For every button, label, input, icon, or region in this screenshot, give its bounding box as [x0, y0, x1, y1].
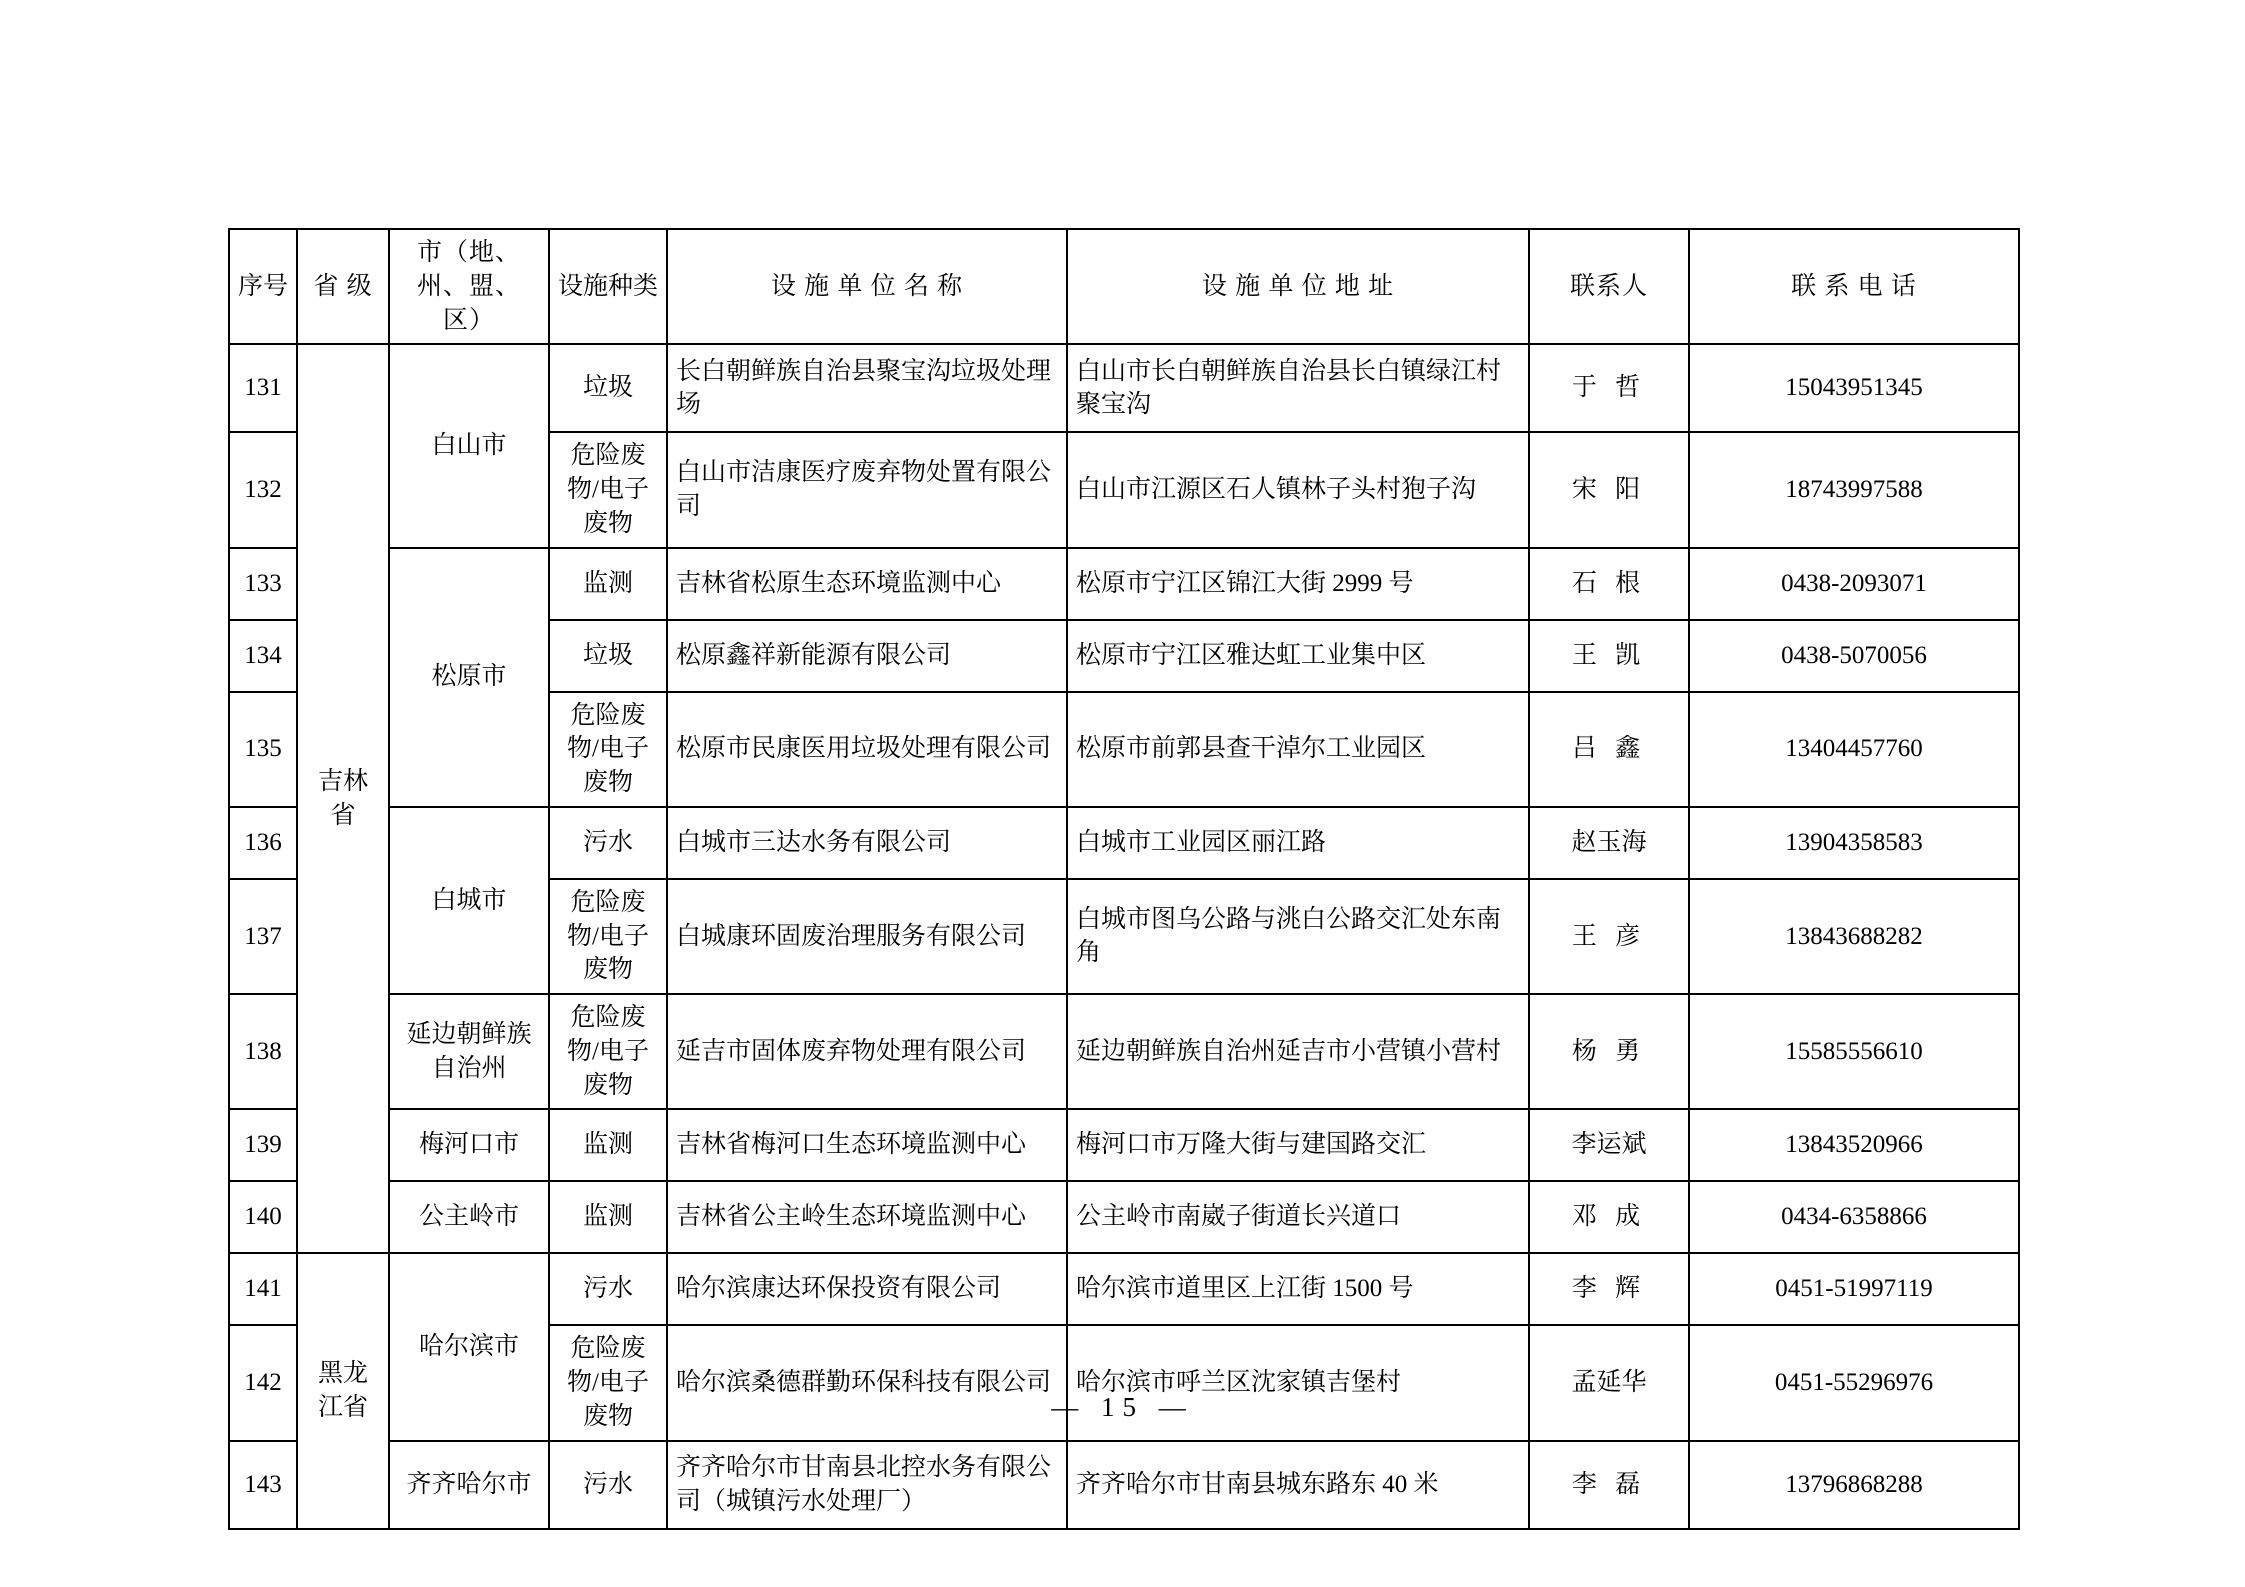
- table-row: [229, 1109, 2019, 1181]
- cell-facility-name: 齐齐哈尔市甘南县北控水务有限公司（城镇污水处理厂）: [667, 1441, 1067, 1529]
- cell-contact-person: 杨 勇: [1529, 994, 1689, 1109]
- header-facility-name: 设 施 单 位 名 称: [667, 229, 1067, 344]
- cell-facility-address: 哈尔滨市呼兰区沈家镇吉堡村: [1067, 1325, 1529, 1440]
- cell-facility-address: 白城市图乌公路与洮白公路交汇处东南角: [1067, 879, 1529, 994]
- cell-contact-phone: 15585556610: [1689, 994, 2019, 1109]
- cell-city: 齐齐哈尔市: [389, 1441, 549, 1529]
- cell-facility-name: 松原鑫祥新能源有限公司: [667, 620, 1067, 692]
- cell-seq: 139: [229, 1109, 297, 1181]
- cell-facility-address: 公主岭市南崴子街道长兴道口: [1067, 1181, 1529, 1253]
- cell-contact-phone: 13904358583: [1689, 807, 2019, 879]
- cell-facility-type: 污水: [549, 1253, 667, 1325]
- cell-contact-phone: 13843520966: [1689, 1109, 2019, 1181]
- cell-facility-name: 延吉市固体废弃物处理有限公司: [667, 994, 1067, 1109]
- table-row: [229, 994, 2019, 1109]
- cell-city: 哈尔滨市: [389, 1253, 549, 1440]
- cell-seq: 143: [229, 1441, 297, 1529]
- facility-table: [228, 228, 2020, 1530]
- cell-facility-name: 长白朝鲜族自治县聚宝沟垃圾处理场: [667, 344, 1067, 432]
- cell-facility-address: 延边朝鲜族自治州延吉市小营镇小营村: [1067, 994, 1529, 1109]
- cell-contact-person: 吕 鑫: [1529, 692, 1689, 807]
- cell-facility-type: 危险废物/电子废物: [549, 1325, 667, 1440]
- cell-seq: 135: [229, 692, 297, 807]
- table-row: [229, 548, 2019, 620]
- cell-city: 松原市: [389, 548, 549, 807]
- cell-contact-person: 石 根: [1529, 548, 1689, 620]
- cell-facility-type: 污水: [549, 807, 667, 879]
- cell-contact-phone: 0438-5070056: [1689, 620, 2019, 692]
- cell-contact-phone: 13843688282: [1689, 879, 2019, 994]
- table-row: [229, 807, 2019, 879]
- cell-seq: 131: [229, 344, 297, 432]
- cell-seq: 141: [229, 1253, 297, 1325]
- cell-province: 吉林省: [297, 344, 389, 1253]
- cell-city: 延边朝鲜族自治州: [389, 994, 549, 1109]
- cell-facility-name: 哈尔滨桑德群勤环保科技有限公司: [667, 1325, 1067, 1440]
- cell-contact-phone: 13796868288: [1689, 1441, 2019, 1529]
- cell-seq: 134: [229, 620, 297, 692]
- cell-facility-address: 松原市前郭县查干淖尔工业园区: [1067, 692, 1529, 807]
- cell-facility-address: 白城市工业园区丽江路: [1067, 807, 1529, 879]
- cell-facility-name: 松原市民康医用垃圾处理有限公司: [667, 692, 1067, 807]
- cell-contact-person: 李 辉: [1529, 1253, 1689, 1325]
- header-city: 市（地、州、盟、区）: [389, 229, 549, 344]
- cell-facility-name: 白山市洁康医疗废弃物处置有限公司: [667, 432, 1067, 547]
- cell-province: 黑龙江省: [297, 1253, 389, 1528]
- header-contact-person: 联系人: [1529, 229, 1689, 344]
- cell-city: 白城市: [389, 807, 549, 994]
- cell-contact-person: 邓 成: [1529, 1181, 1689, 1253]
- header-facility-type: 设施种类: [549, 229, 667, 344]
- cell-seq: 132: [229, 432, 297, 547]
- cell-city: 梅河口市: [389, 1109, 549, 1181]
- page-number: — 15 —: [1051, 1392, 1194, 1422]
- cell-facility-name: 吉林省松原生态环境监测中心: [667, 548, 1067, 620]
- table-header-row: [229, 229, 2019, 344]
- header-province: 省 级: [297, 229, 389, 344]
- cell-facility-name: 哈尔滨康达环保投资有限公司: [667, 1253, 1067, 1325]
- cell-contact-phone: 0451-55296976: [1689, 1325, 2019, 1440]
- cell-contact-person: 王 彦: [1529, 879, 1689, 994]
- cell-seq: 136: [229, 807, 297, 879]
- cell-facility-name: 吉林省梅河口生态环境监测中心: [667, 1109, 1067, 1181]
- cell-contact-phone: 15043951345: [1689, 344, 2019, 432]
- table-row: [229, 1441, 2019, 1529]
- cell-facility-address: 齐齐哈尔市甘南县城东路东 40 米: [1067, 1441, 1529, 1529]
- cell-seq: 142: [229, 1325, 297, 1440]
- cell-contact-phone: 13404457760: [1689, 692, 2019, 807]
- cell-contact-person: 宋 阳: [1529, 432, 1689, 547]
- cell-contact-phone: 0438-2093071: [1689, 548, 2019, 620]
- cell-contact-person: 赵玉海: [1529, 807, 1689, 879]
- cell-facility-name: 白城市三达水务有限公司: [667, 807, 1067, 879]
- table-body: [229, 344, 2019, 1528]
- table-row: [229, 344, 2019, 432]
- header-facility-address: 设 施 单 位 地 址: [1067, 229, 1529, 344]
- cell-contact-person: 李 磊: [1529, 1441, 1689, 1529]
- cell-facility-type: 危险废物/电子废物: [549, 432, 667, 547]
- cell-facility-address: 松原市宁江区雅达虹工业集中区: [1067, 620, 1529, 692]
- cell-seq: 137: [229, 879, 297, 994]
- cell-seq: 133: [229, 548, 297, 620]
- header-contact-phone: 联 系 电 话: [1689, 229, 2019, 344]
- cell-contact-person: 王 凯: [1529, 620, 1689, 692]
- cell-facility-type: 监测: [549, 1181, 667, 1253]
- cell-facility-type: 危险废物/电子废物: [549, 994, 667, 1109]
- cell-city: 白山市: [389, 344, 549, 547]
- cell-facility-type: 危险废物/电子废物: [549, 692, 667, 807]
- cell-facility-address: 白山市长白朝鲜族自治县长白镇绿江村聚宝沟: [1067, 344, 1529, 432]
- table-row: [229, 1181, 2019, 1253]
- cell-facility-type: 污水: [549, 1441, 667, 1529]
- cell-contact-phone: 0434-6358866: [1689, 1181, 2019, 1253]
- table-header: [229, 229, 2019, 344]
- cell-facility-type: 监测: [549, 548, 667, 620]
- cell-facility-type: 监测: [549, 1109, 667, 1181]
- cell-contact-person: 孟延华: [1529, 1325, 1689, 1440]
- cell-facility-type: 垃圾: [549, 620, 667, 692]
- table-row: [229, 1253, 2019, 1325]
- cell-seq: 140: [229, 1181, 297, 1253]
- cell-facility-address: 梅河口市万隆大街与建国路交汇: [1067, 1109, 1529, 1181]
- cell-seq: 138: [229, 994, 297, 1109]
- cell-facility-type: 垃圾: [549, 344, 667, 432]
- cell-city: 公主岭市: [389, 1181, 549, 1253]
- cell-facility-name: 吉林省公主岭生态环境监测中心: [667, 1181, 1067, 1253]
- cell-facility-type: 危险废物/电子废物: [549, 879, 667, 994]
- cell-contact-person: 于 哲: [1529, 344, 1689, 432]
- cell-facility-address: 白山市江源区石人镇林子头村狍子沟: [1067, 432, 1529, 547]
- cell-facility-address: 哈尔滨市道里区上江街 1500 号: [1067, 1253, 1529, 1325]
- cell-contact-person: 李运斌: [1529, 1109, 1689, 1181]
- cell-facility-name: 白城康环固废治理服务有限公司: [667, 879, 1067, 994]
- facility-table-container: [228, 228, 2018, 1530]
- header-seq: 序号: [229, 229, 297, 344]
- cell-contact-phone: 18743997588: [1689, 432, 2019, 547]
- cell-contact-phone: 0451-51997119: [1689, 1253, 2019, 1325]
- cell-facility-address: 松原市宁江区锦江大街 2999 号: [1067, 548, 1529, 620]
